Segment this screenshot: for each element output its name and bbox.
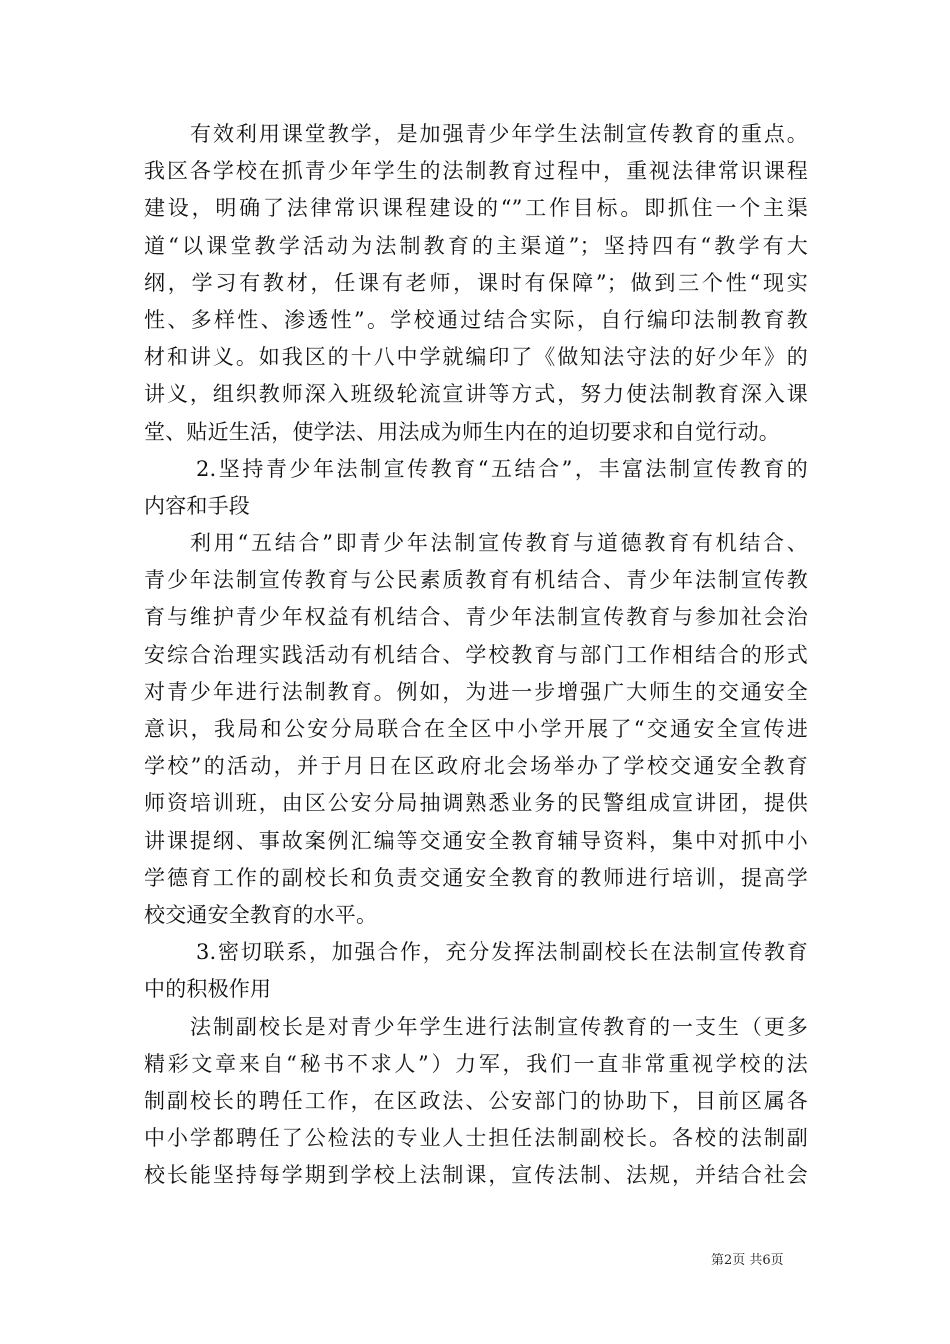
text-line: 法制副校长是对青少年学生进行法制宣传教育的一支生（更多 xyxy=(190,1014,808,1039)
text-line: 安综合治理实践活动有机结合、学校教育与部门工作相结合的形式 xyxy=(144,642,808,667)
section-heading-line: 内容和手段 xyxy=(144,493,250,518)
text-line: 堂、贴近生活，使学法、用法成为师生内在的迫切要求和自觉行动。 xyxy=(144,419,780,444)
section-heading-line: 中的积极作用 xyxy=(144,977,272,1002)
text-line: 建设，明确了法律常识课程建设的“”工作目标。即抓住一个主渠 xyxy=(144,196,808,221)
text-line: 道“以课堂教学活动为法制教育的主渠道”；坚持四有“教学有大 xyxy=(144,233,808,258)
text-line: 对青少年进行法制教育。例如，为进一步增强广大师生的交通安全 xyxy=(144,679,808,704)
text-line: 材和讲义。如我区的十八中学就编印了《做知法守法的好少年》的 xyxy=(144,345,808,370)
text-line: 我区各学校在抓青少年学生的法制教育过程中，重视法律常识课程 xyxy=(144,159,808,184)
body-text xyxy=(144,116,808,1194)
page-number-footer: 第2页 共6页 xyxy=(711,1253,784,1268)
text-line: 学德育工作的副校长和负责交通安全教育的教师进行培训，提高学 xyxy=(144,865,808,890)
text-line: 中小学都聘任了公检法的专业人士担任法制副校长。各校的法制副 xyxy=(144,1126,808,1151)
section-heading-line: 3.密切联系，加强合作，充分发挥法制副校长在法制宣传教育 xyxy=(196,940,808,965)
text-line: 校交通安全教育的水平。 xyxy=(144,902,378,927)
text-line: 青少年法制宣传教育与公民素质教育有机结合、青少年法制宣传教 xyxy=(144,568,808,593)
text-line: 讲课提纲、事故案例汇编等交通安全教育辅导资料，集中对抓中小 xyxy=(144,828,808,853)
text-line: 性、多样性、渗透性”。学校通过结合实际，自行编印法制教育教 xyxy=(144,307,808,332)
text-line: 校长能坚持每学期到学校上法制课，宣传法制、法规，并结合社会 xyxy=(144,1163,808,1188)
text-line: 讲义，组织教师深入班级轮流宣讲等方式，努力使法制教育深入课 xyxy=(144,382,808,407)
text-line: 育与维护青少年权益有机结合、青少年法制宣传教育与参加社会治 xyxy=(144,605,808,630)
text-line: 利用“五结合”即青少年法制宣传教育与道德教育有机结合、 xyxy=(190,531,808,556)
text-line: 意识，我局和公安分局联合在全区中小学开展了“交通安全宣传进 xyxy=(144,717,808,741)
text-line: 制副校长的聘任工作，在区政法、公安部门的协助下，目前区属各 xyxy=(144,1088,808,1113)
text-line: 精彩文章来自“秘书不求人”）力军，我们一直非常重视学校的法 xyxy=(144,1051,808,1076)
text-line: 学校”的活动，并于月日在区政府北会场举办了学校交通安全教育 xyxy=(144,754,808,779)
text-line: 有效利用课堂教学，是加强青少年学生法制宣传教育的重点。 xyxy=(190,122,808,146)
text-line: 师资培训班，由区公安分局抽调熟悉业务的民警组成宣讲团，提供 xyxy=(144,791,808,816)
text-line: 纲，学习有教材，任课有老师，课时有保障”；做到三个性“现实 xyxy=(144,270,808,295)
section-heading-line: 2.坚持青少年法制宣传教育“五结合”，丰富法制宣传教育的 xyxy=(196,456,808,481)
